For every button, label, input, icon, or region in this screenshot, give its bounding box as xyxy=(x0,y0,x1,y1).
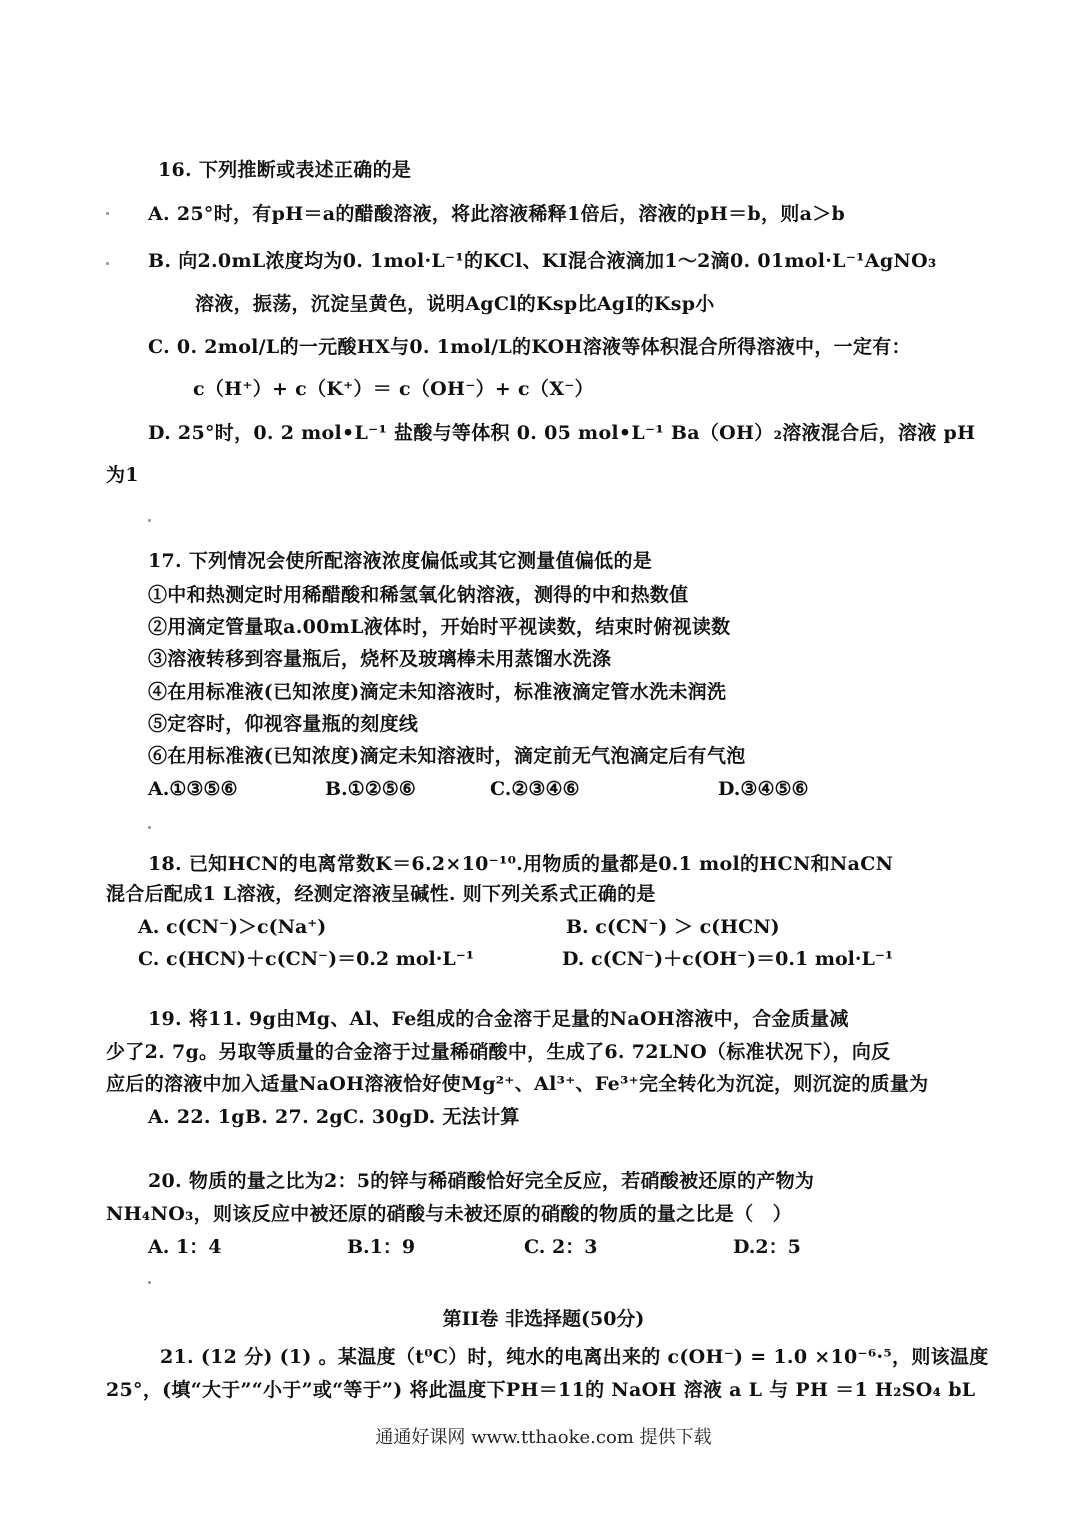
q17-item: ⑥在用标准液(已知浓度)滴定未知溶液时，滴定前无气泡滴定后有气泡 xyxy=(148,745,746,767)
scan-dot xyxy=(106,212,109,215)
q20-choice-c: C. 2：3 xyxy=(524,1236,598,1258)
q18-option-c: C. c(HCN)＋c(CN⁻)＝0.2 mol·L⁻¹ xyxy=(138,948,475,970)
q20-choice-a: A. 1：4 xyxy=(148,1236,222,1258)
scan-dot xyxy=(148,519,151,522)
q18-stem-line2: 混合后配成1 L溶液，经测定溶液呈碱性. 则下列关系式正确的是 xyxy=(106,883,656,905)
q16-option-d-line2: 为1 xyxy=(106,464,139,486)
q16-option-c-line2: c（H⁺）+ c（K⁺）＝ c（OH⁻）+ c（X⁻） xyxy=(193,378,594,400)
q17-item: ⑤定容时，仰视容量瓶的刻度线 xyxy=(148,713,419,735)
q17-item: ①中和热测定时用稀醋酸和稀氢氧化钠溶液，测得的中和热数值 xyxy=(148,584,689,606)
scan-dot xyxy=(148,826,151,829)
q18-option-b: B. c(CN⁻) ＞ c(HCN) xyxy=(566,916,780,938)
q16-option-b-line2: 溶液，振荡，沉淀呈黄色，说明AgCl的Ksp比AgI的Ksp小 xyxy=(195,293,715,315)
q19-stem-line3: 应后的溶液中加入适量NaOH溶液恰好使Mg²⁺、Al³⁺、Fe³⁺完全转化为沉淀，则沉淀的质量为 xyxy=(106,1073,929,1095)
section-title: 第II卷 非选择题(50分) xyxy=(442,1308,645,1330)
q16-stem: 16. 下列推断或表述正确的是 xyxy=(158,159,412,181)
q17-item: ③溶液转移到容量瓶后，烧杯及玻璃棒未用蒸馏水洗涤 xyxy=(148,648,612,670)
q19-stem-line2: 少了2. 7g。另取等质量的合金溶于过量稀硝酸中，生成了6. 72LNO（标准状况下），向反 xyxy=(106,1041,891,1063)
q20-choice-b: B.1：9 xyxy=(347,1236,416,1258)
q21-line1: 21. (12 分) (1) 。某温度（t⁰C）时，纯水的电离出来的 c(OH⁻) = 1.0 ×10⁻⁶·⁵，则该温度 xyxy=(160,1346,989,1368)
q18-stem-line1: 18. 已知HCN的电离常数K＝6.2×10⁻¹⁰.用物质的量都是0.1 mol的HCN和NaCN xyxy=(148,853,894,875)
q17-item: ④在用标准液(已知浓度)滴定未知溶液时，标准液滴定管水洗未润洗 xyxy=(148,681,727,703)
scan-dot xyxy=(148,1281,151,1284)
q19-choices: A. 22. 1gB. 27. 2gC. 30gD. 无法计算 xyxy=(148,1106,520,1128)
q19-stem-line1: 19. 将11. 9g由Mg、Al、Fe组成的合金溶于足量的NaOH溶液中，合金质量减 xyxy=(148,1008,849,1030)
q17-choice-d: D.③④⑤⑥ xyxy=(718,778,809,800)
scan-dot xyxy=(106,262,109,265)
q17-choice-c: C.②③④⑥ xyxy=(490,778,580,800)
q18-option-d: D. c(CN⁻)＋c(OH⁻)＝0.1 mol·L⁻¹ xyxy=(562,948,894,970)
q17-choice-a: A.①③⑤⑥ xyxy=(148,778,238,800)
q17-stem: 17. 下列情况会使所配溶液浓度偏低或其它测量值偏低的是 xyxy=(148,550,653,572)
footer-source: 通通好课网 www.tthaoke.com 提供下载 xyxy=(375,1427,712,1448)
q17-item: ②用滴定管量取a.00mL液体时，开始时平视读数，结束时俯视读数 xyxy=(148,616,731,638)
q17-choice-b: B.①②⑤⑥ xyxy=(325,778,416,800)
q18-option-a: A. c(CN⁻)＞c(Na⁺) xyxy=(138,916,327,938)
q20-choice-d: D.2：5 xyxy=(733,1236,801,1258)
q16-option-a: A. 25°时，有pH＝a的醋酸溶液，将此溶液稀释1倍后，溶液的pH＝b，则a＞b xyxy=(148,203,846,225)
q20-stem-line2: NH₄NO₃，则该反应中被还原的硝酸与未被还原的硝酸的物质的量之比是（ ） xyxy=(106,1203,792,1225)
q16-option-c-line1: C. 0. 2mol/L的一元酸HX与0. 1mol/L的KOH溶液等体积混合所得溶液中，一定有： xyxy=(148,336,911,358)
q21-line2: 25°，(填“大于”“小于”或“等于”) 将此温度下PH＝11的 NaOH 溶液 a L 与 PH ＝1 H₂SO₄ bL xyxy=(106,1379,976,1401)
q16-option-b-line1: B. 向2.0mL浓度均为0. 1mol·L⁻¹的KCl、KI混合液滴加1～2滴0. 01mol·L⁻¹AgNO₃ xyxy=(148,250,937,272)
q16-option-d-line1: D. 25°时，0. 2 mol•L⁻¹ 盐酸与等体积 0. 05 mol•L⁻¹ Ba（OH）₂溶液混合后，溶液 pH xyxy=(148,422,976,444)
q20-stem-line1: 20. 物质的量之比为2：5的锌与稀硝酸恰好完全反应，若硝酸被还原的产物为 xyxy=(148,1170,815,1192)
